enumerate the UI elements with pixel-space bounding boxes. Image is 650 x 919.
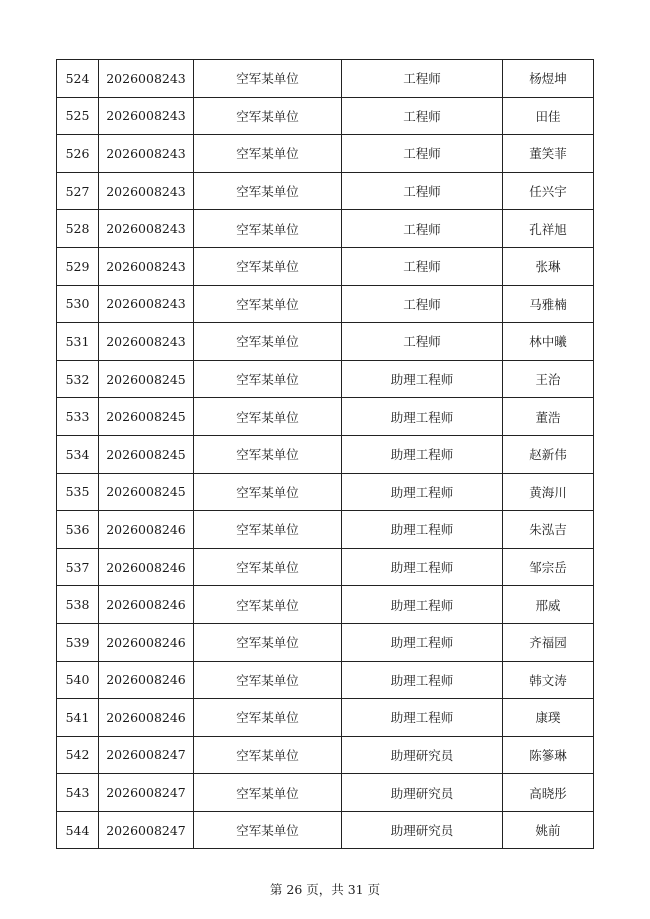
job-title-cell: 助理工程师	[342, 435, 503, 473]
person-name-cell: 陈篸琳	[503, 736, 594, 774]
position-code-cell: 2026008245	[99, 473, 194, 511]
row-seq-cell: 539	[57, 623, 99, 661]
person-name-cell: 田佳	[503, 97, 594, 135]
row-seq-cell: 538	[57, 586, 99, 624]
table-row	[57, 135, 594, 173]
job-title-cell: 助理研究员	[342, 774, 503, 812]
position-code-cell: 2026008246	[99, 661, 194, 699]
row-seq-cell: 526	[57, 135, 99, 173]
position-code-cell: 2026008243	[99, 210, 194, 248]
person-name-cell: 邢威	[503, 586, 594, 624]
unit-cell: 空军某单位	[194, 661, 342, 699]
table-row	[57, 511, 594, 549]
job-title-cell: 工程师	[342, 323, 503, 361]
position-code-cell: 2026008245	[99, 360, 194, 398]
table-row	[57, 360, 594, 398]
row-seq-cell: 534	[57, 435, 99, 473]
person-name-cell: 杨煜坤	[503, 60, 594, 98]
person-name-cell: 黄海川	[503, 473, 594, 511]
position-code-cell: 2026008243	[99, 60, 194, 98]
person-name-cell: 邹宗岳	[503, 548, 594, 586]
position-code-cell: 2026008243	[99, 135, 194, 173]
job-title-cell: 工程师	[342, 135, 503, 173]
job-title-cell: 助理工程师	[342, 548, 503, 586]
row-seq-cell: 529	[57, 247, 99, 285]
person-name-cell: 高晓彤	[503, 774, 594, 812]
position-code-cell: 2026008243	[99, 247, 194, 285]
position-code-cell: 2026008243	[99, 172, 194, 210]
position-code-cell: 2026008246	[99, 586, 194, 624]
job-title-cell: 工程师	[342, 97, 503, 135]
row-seq-cell: 530	[57, 285, 99, 323]
position-code-cell: 2026008246	[99, 623, 194, 661]
person-name-cell: 董笑菲	[503, 135, 594, 173]
table-row	[57, 97, 594, 135]
position-code-cell: 2026008247	[99, 811, 194, 849]
unit-cell: 空军某单位	[194, 135, 342, 173]
unit-cell: 空军某单位	[194, 398, 342, 436]
position-code-cell: 2026008246	[99, 511, 194, 549]
job-title-cell: 助理工程师	[342, 511, 503, 549]
person-name-cell: 林中曦	[503, 323, 594, 361]
person-name-cell: 孔祥旭	[503, 210, 594, 248]
row-seq-cell: 537	[57, 548, 99, 586]
row-seq-cell: 541	[57, 699, 99, 737]
roster-table-body	[57, 60, 594, 849]
row-seq-cell: 531	[57, 323, 99, 361]
person-name-cell: 任兴宇	[503, 172, 594, 210]
unit-cell: 空军某单位	[194, 736, 342, 774]
table-row	[57, 398, 594, 436]
row-seq-cell: 544	[57, 811, 99, 849]
person-name-cell: 朱泓吉	[503, 511, 594, 549]
unit-cell: 空军某单位	[194, 586, 342, 624]
unit-cell: 空军某单位	[194, 435, 342, 473]
table-row	[57, 435, 594, 473]
unit-cell: 空军某单位	[194, 548, 342, 586]
table-row	[57, 172, 594, 210]
unit-cell: 空军某单位	[194, 811, 342, 849]
position-code-cell: 2026008246	[99, 699, 194, 737]
person-name-cell: 姚前	[503, 811, 594, 849]
row-seq-cell: 528	[57, 210, 99, 248]
job-title-cell: 助理工程师	[342, 699, 503, 737]
person-name-cell: 康璞	[503, 699, 594, 737]
unit-cell: 空军某单位	[194, 623, 342, 661]
position-code-cell: 2026008243	[99, 285, 194, 323]
unit-cell: 空军某单位	[194, 699, 342, 737]
roster-table	[56, 59, 594, 849]
table-row	[57, 548, 594, 586]
row-seq-cell: 535	[57, 473, 99, 511]
job-title-cell: 工程师	[342, 60, 503, 98]
row-seq-cell: 540	[57, 661, 99, 699]
table-row	[57, 623, 594, 661]
position-code-cell: 2026008243	[99, 323, 194, 361]
person-name-cell: 王治	[503, 360, 594, 398]
unit-cell: 空军某单位	[194, 97, 342, 135]
job-title-cell: 工程师	[342, 210, 503, 248]
row-seq-cell: 543	[57, 774, 99, 812]
row-seq-cell: 532	[57, 360, 99, 398]
unit-cell: 空军某单位	[194, 247, 342, 285]
table-row	[57, 210, 594, 248]
row-seq-cell: 524	[57, 60, 99, 98]
unit-cell: 空军某单位	[194, 210, 342, 248]
table-row	[57, 586, 594, 624]
page-footer: 第 26 页，共 31 页	[269, 882, 381, 897]
job-title-cell: 工程师	[342, 285, 503, 323]
job-title-cell: 助理工程师	[342, 586, 503, 624]
row-seq-cell: 542	[57, 736, 99, 774]
unit-cell: 空军某单位	[194, 360, 342, 398]
job-title-cell: 助理工程师	[342, 623, 503, 661]
position-code-cell: 2026008245	[99, 398, 194, 436]
job-title-cell: 工程师	[342, 172, 503, 210]
unit-cell: 空军某单位	[194, 774, 342, 812]
job-title-cell: 助理工程师	[342, 398, 503, 436]
job-title-cell: 工程师	[342, 247, 503, 285]
table-row	[57, 60, 594, 98]
job-title-cell: 助理研究员	[342, 736, 503, 774]
unit-cell: 空军某单位	[194, 473, 342, 511]
table-row	[57, 473, 594, 511]
job-title-cell: 助理工程师	[342, 473, 503, 511]
table-row	[57, 811, 594, 849]
position-code-cell: 2026008245	[99, 435, 194, 473]
position-code-cell: 2026008247	[99, 774, 194, 812]
job-title-cell: 助理研究员	[342, 811, 503, 849]
row-seq-cell: 533	[57, 398, 99, 436]
position-code-cell: 2026008247	[99, 736, 194, 774]
unit-cell: 空军某单位	[194, 285, 342, 323]
row-seq-cell: 536	[57, 511, 99, 549]
row-seq-cell: 527	[57, 172, 99, 210]
unit-cell: 空军某单位	[194, 511, 342, 549]
job-title-cell: 助理工程师	[342, 661, 503, 699]
person-name-cell: 韩文涛	[503, 661, 594, 699]
table-row	[57, 736, 594, 774]
person-name-cell: 董浩	[503, 398, 594, 436]
table-row	[57, 285, 594, 323]
person-name-cell: 赵新伟	[503, 435, 594, 473]
table-row	[57, 774, 594, 812]
person-name-cell: 张琳	[503, 247, 594, 285]
row-seq-cell: 525	[57, 97, 99, 135]
job-title-cell: 助理工程师	[342, 360, 503, 398]
table-row	[57, 699, 594, 737]
table-row	[57, 661, 594, 699]
table-row	[57, 247, 594, 285]
table-row	[57, 323, 594, 361]
person-name-cell: 齐福园	[503, 623, 594, 661]
unit-cell: 空军某单位	[194, 323, 342, 361]
unit-cell: 空军某单位	[194, 172, 342, 210]
unit-cell: 空军某单位	[194, 60, 342, 98]
person-name-cell: 马雅楠	[503, 285, 594, 323]
position-code-cell: 2026008243	[99, 97, 194, 135]
position-code-cell: 2026008246	[99, 548, 194, 586]
